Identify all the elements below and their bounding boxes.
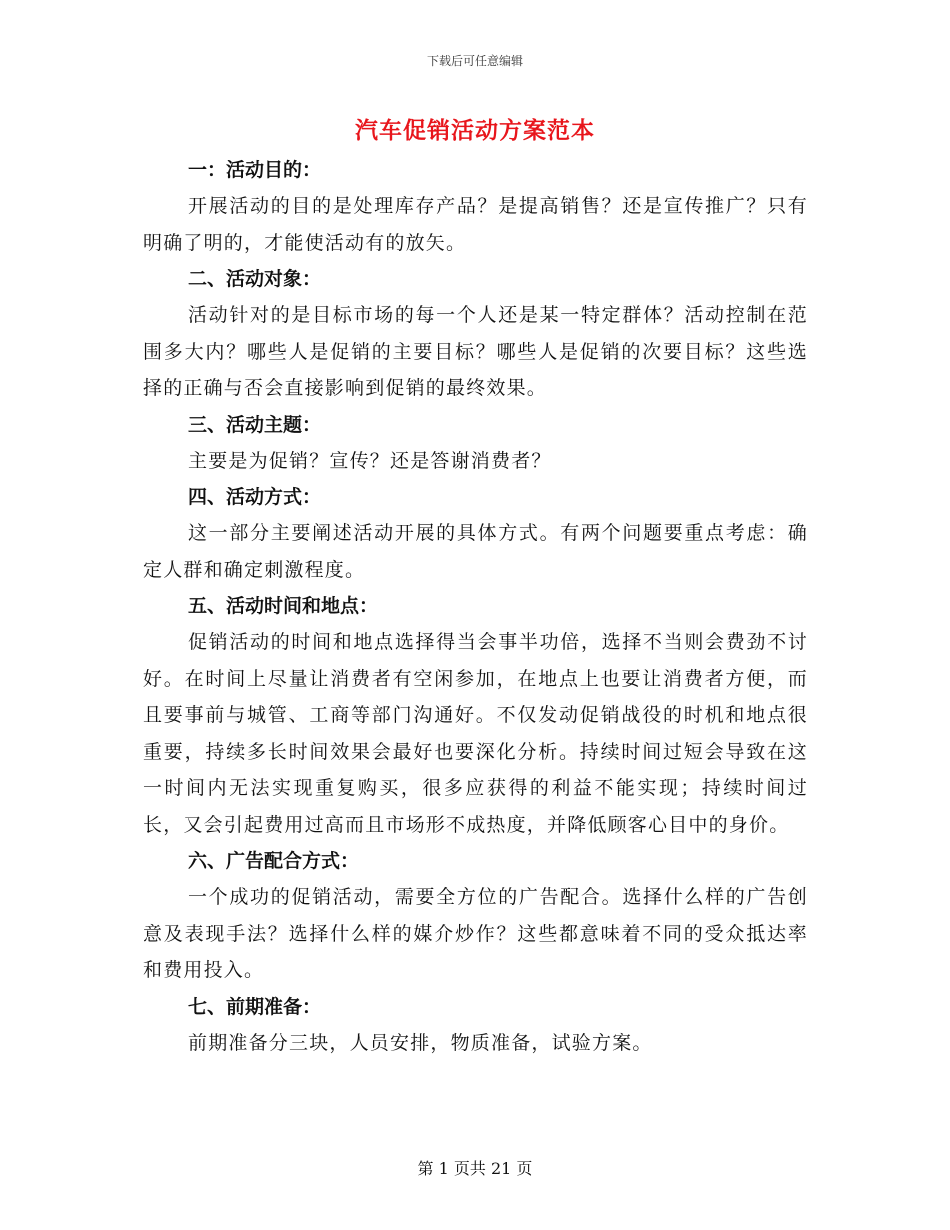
document-body bbox=[143, 152, 808, 1061]
section-advertising bbox=[143, 843, 808, 989]
section-theme bbox=[143, 407, 808, 480]
section-paragraph: 主要是为促销？宣传？还是答谢消费者？ bbox=[188, 449, 552, 472]
section-paragraph: 一个成功的促销活动，需要全方位的广告配合。选择什么样的广告创意及表现手法？选择什么样的媒介炒作？这些都意味着不同的受众抵达率和费用投入。 bbox=[143, 886, 808, 981]
section-method bbox=[143, 479, 808, 588]
section-paragraph: 促销活动的时间和地点选择得当会事半功倍，选择不当则会费劲不讨好。在时间上尽量让消费者有空闲参加，在地点上也要让消费者方便，而且要事前与城管、工商等部门沟通好。不仅发动促销战役的时机和地点很重要，持续多长时间效果会最好也要深化分析。持续时间过短会导致在这一时间内无法实现重复购买，很多应获得的利益不能实现；持续时间过长，又会引起费用过高而且市场形不成热度，并降低顾客心目中的身价。 bbox=[143, 631, 808, 836]
section-paragraph: 前期准备分三块，人员安排，物质准备，试验方案。 bbox=[188, 1031, 653, 1054]
section-heading: 四、活动方式： bbox=[188, 486, 322, 508]
section-preparation bbox=[143, 989, 808, 1062]
page-number: 第 1 页共 21 页 bbox=[417, 1159, 533, 1178]
section-time-place bbox=[143, 588, 808, 843]
document-title: 汽车促销活动方案范本 bbox=[355, 118, 595, 144]
section-heading: 一：活动目的： bbox=[188, 159, 322, 181]
section-heading: 六、广告配合方式： bbox=[188, 850, 360, 872]
section-target bbox=[143, 261, 808, 407]
section-paragraph: 这一部分主要阐述活动开展的具体方式。有两个问题要重点考虑：确定人群和确定刺激程度。 bbox=[143, 522, 808, 581]
section-heading: 二、活动对象： bbox=[188, 268, 322, 290]
section-heading: 七、前期准备： bbox=[188, 995, 322, 1018]
section-purpose bbox=[143, 152, 808, 261]
section-paragraph: 活动针对的是目标市场的每一个人还是某一特定群体？活动控制在范围多大内？哪些人是促销的主要目标？哪些人是促销的次要目标？这些选择的正确与否会直接影响到促销的最终效果。 bbox=[143, 304, 808, 399]
section-heading: 三、活动主题： bbox=[188, 413, 322, 436]
section-heading: 五、活动时间和地点： bbox=[188, 595, 379, 617]
page-header-note: 下载后可任意编辑 bbox=[426, 54, 523, 68]
section-paragraph: 开展活动的目的是处理库存产品？是提高销售？还是宣传推广？只有明确了明的，才能使活动有的放矢。 bbox=[143, 195, 808, 254]
